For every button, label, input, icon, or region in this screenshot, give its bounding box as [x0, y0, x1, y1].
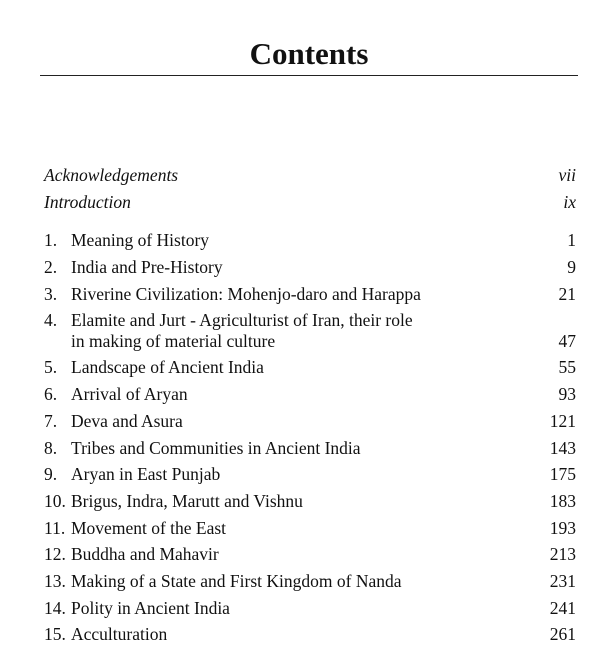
chapter-number: 9. [44, 464, 58, 485]
entry-title: Arrival of Aryan [71, 384, 188, 405]
entry-title [71, 310, 536, 352]
entry-title: Meaning of History [71, 230, 210, 251]
entry-page: 143 [549, 437, 576, 458]
chapter-number: 7. [44, 410, 58, 431]
toc-entry-chapter [44, 227, 576, 254]
toc-entry-chapter [44, 568, 576, 595]
entry-page: 9 [567, 257, 576, 278]
entry-title: Tribes and Communities in Ancient India [71, 437, 361, 458]
entry-title: Riverine Civilization: Mohenjo-daro and Harappa [71, 283, 421, 304]
chapter-number: 1. [44, 230, 58, 251]
entry-page: 1 [567, 230, 576, 251]
chapter-number: 8. [44, 437, 58, 458]
entry-title: Buddha and Mahavir [71, 544, 219, 565]
entry-title: Polity in Ancient India [71, 597, 230, 618]
toc-entry-chapter [44, 381, 576, 408]
entry-page: 193 [549, 517, 576, 538]
chapter-number: 14. [44, 597, 66, 618]
chapter-list [44, 227, 576, 648]
entry-title: Brigus, Indra, Marutt and Vishnu [71, 490, 303, 511]
chapter-number: 3. [44, 283, 58, 304]
entry-title: Acknowledgements [44, 165, 179, 185]
entry-page: 241 [549, 597, 576, 618]
entry-title: Acculturation [71, 624, 168, 645]
entry-page: 47 [558, 331, 576, 352]
page-title: Contents [249, 36, 369, 71]
entry-page: 55 [558, 357, 576, 378]
chapter-number: 6. [44, 384, 58, 405]
toc-entry-chapter [44, 281, 576, 308]
toc-entry-chapter [44, 541, 576, 568]
entry-page: 183 [549, 490, 576, 511]
chapter-number: 15. [44, 624, 66, 645]
entry-title-line: in making of material culture [71, 331, 276, 352]
entry-title: Making of a State and First Kingdom of Nanda [71, 570, 402, 591]
entry-page: ix [563, 191, 576, 212]
entry-page: 213 [549, 544, 576, 565]
entry-title: India and Pre-History [71, 257, 223, 278]
toc-entry-chapter [44, 461, 576, 488]
table-of-contents [44, 162, 576, 648]
chapter-number: 4. [44, 310, 58, 331]
toc-entry-chapter [44, 621, 576, 648]
entry-page: 231 [549, 570, 576, 591]
chapter-number: 10. [44, 490, 66, 511]
chapter-number: 12. [44, 544, 66, 565]
toc-entry-chapter [44, 354, 576, 381]
spacer [44, 215, 576, 227]
chapter-number: 13. [44, 570, 66, 591]
toc-entry-chapter [44, 515, 576, 542]
toc-entry-chapter [44, 408, 576, 435]
entry-page: 175 [549, 464, 576, 485]
toc-entry-acknowledgements [44, 162, 576, 189]
entry-title: Introduction [44, 191, 131, 212]
toc-entry-introduction [44, 189, 576, 216]
entry-page: 261 [549, 624, 576, 645]
entry-page: 21 [558, 283, 576, 304]
chapter-number: 5. [44, 357, 58, 378]
toc-entry-chapter [44, 307, 576, 354]
toc-entry-chapter [44, 435, 576, 462]
entry-title-line: Elamite and Jurt - Agriculturist of Iran, their role [71, 310, 413, 331]
toc-entry-chapter [44, 254, 576, 281]
entry-title: Aryan in East Punjab [71, 464, 221, 485]
entry-title: Deva and Asura [71, 410, 183, 431]
chapter-number: 11. [44, 517, 66, 538]
toc-entry-chapter [44, 488, 576, 515]
chapter-number: 2. [44, 257, 58, 278]
entry-page: vii [558, 165, 576, 185]
toc-entry-chapter [44, 595, 576, 622]
title-rule [40, 75, 578, 76]
entry-page: 93 [558, 384, 576, 405]
entry-title: Movement of the East [71, 517, 227, 538]
entry-title: Landscape of Ancient India [71, 357, 264, 378]
entry-page: 121 [549, 410, 576, 431]
